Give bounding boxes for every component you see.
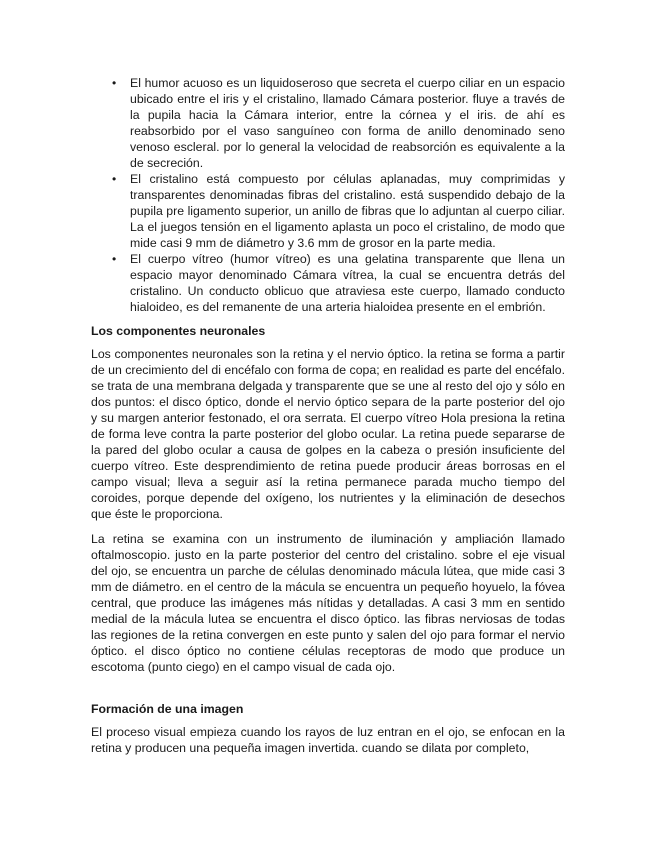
section-heading-image-formation: Formación de una imagen (91, 702, 244, 716)
list-item (91, 75, 565, 171)
section-heading-neural-components: Los componentes neuronales (91, 324, 266, 338)
bullet-text: El cuerpo vítreo (humor vítreo) es una gelatina transparente que llena un espacio mayor denominado Cámara vítrea, la cual se encuentra detrás del cristalino. Un conducto oblicuo que atraviesa este cuerpo, llamado conducto hialoideo, es del remanente de una arteria hialoidea presente en el embrión. (130, 252, 565, 314)
bullet-icon: • (112, 76, 117, 90)
document-page (91, 75, 565, 765)
list-item (91, 251, 565, 315)
bullet-text: El humor acuoso es un liquidoseroso que secreta el cuerpo ciliar en un espacio ubicado entre el iris y el cristalino, llamado Cámara posterior. fluye a través de la pupila hacia la Cámara interior, entre la córnea y el iris. de ahí es reabsorbido por el vaso sanguíneo con forma de anillo denominado seno venoso escleral. por lo general la velocidad de reabsorción es equivalente a la de secreción. (130, 76, 565, 170)
paragraph: El proceso visual empieza cuando los rayos de luz entran en el ojo, se enfocan en la retina y producen una pequeña imagen invertida. cuando se dilata por completo, (91, 725, 565, 755)
paragraph: Los componentes neuronales son la retina y el nervio óptico. la retina se forma a partir de un crecimiento del di encéfalo con forma de copa; en realidad es parte del encéfalo. se trata de una membrana delgada y transparente que se une al resto del ojo y sólo en dos puntos: el disco óptico, donde el nervio óptico separa de la parte posterior del ojo y su margen anterior festonado, el ora serrata. El cuerpo vítreo Hola presiona la retina de forma leve contra la parte posterior del globo ocular. La retina puede separarse de la pared del globo ocular a causa de golpes en la cabeza o presión insuficiente del cuerpo vítreo. Este desprendimiento de retina puede producir áreas borrosas en el campo visual; lleva a seguir así la retina permanece parada mucho tiempo del coroides, porque depende del oxígeno, los nutrientes y la eliminación de desechos que éste le proporciona. (91, 347, 565, 521)
bullet-text: El cristalino está compuesto por células aplanadas, muy comprimidas y transparentes denominadas fibras del cristalino. está suspendido debajo de la pupila pre ligamento superior, un anillo de fibras que lo adjuntan al cuerpo ciliar. La el juegos tensión en el ligamento aplasta un poco el cristalino, de modo que mide casi 9 mm de diámetro y 3.6 mm de grosor en la parte media. (130, 172, 565, 250)
paragraph: La retina se examina con un instrumento de iluminación y ampliación llamado oftalmoscopio. justo en la parte posterior del centro del cristalino. sobre el eje visual del ojo, se encuentra un parche de células denominado mácula lútea, que mide casi 3 mm de diámetro. en el centro de la mácula se encuentra un pequeño hoyuelo, la fóvea central, que produce las imágenes más nítidas y detalladas. A casi 3 mm en sentido medial de la mácula lutea se encuentra el disco óptico. las fibras nerviosas de todas las regiones de la retina convergen en este punto y salen del ojo para formar el nervio óptico. el disco óptico no contiene células receptoras de modo que produce un escotoma (punto ciego) en el campo visual de cada ojo. (91, 532, 565, 674)
list-item (91, 171, 565, 251)
bullet-list (91, 75, 565, 315)
bullet-icon: • (112, 252, 117, 266)
bullet-icon: • (112, 172, 117, 186)
